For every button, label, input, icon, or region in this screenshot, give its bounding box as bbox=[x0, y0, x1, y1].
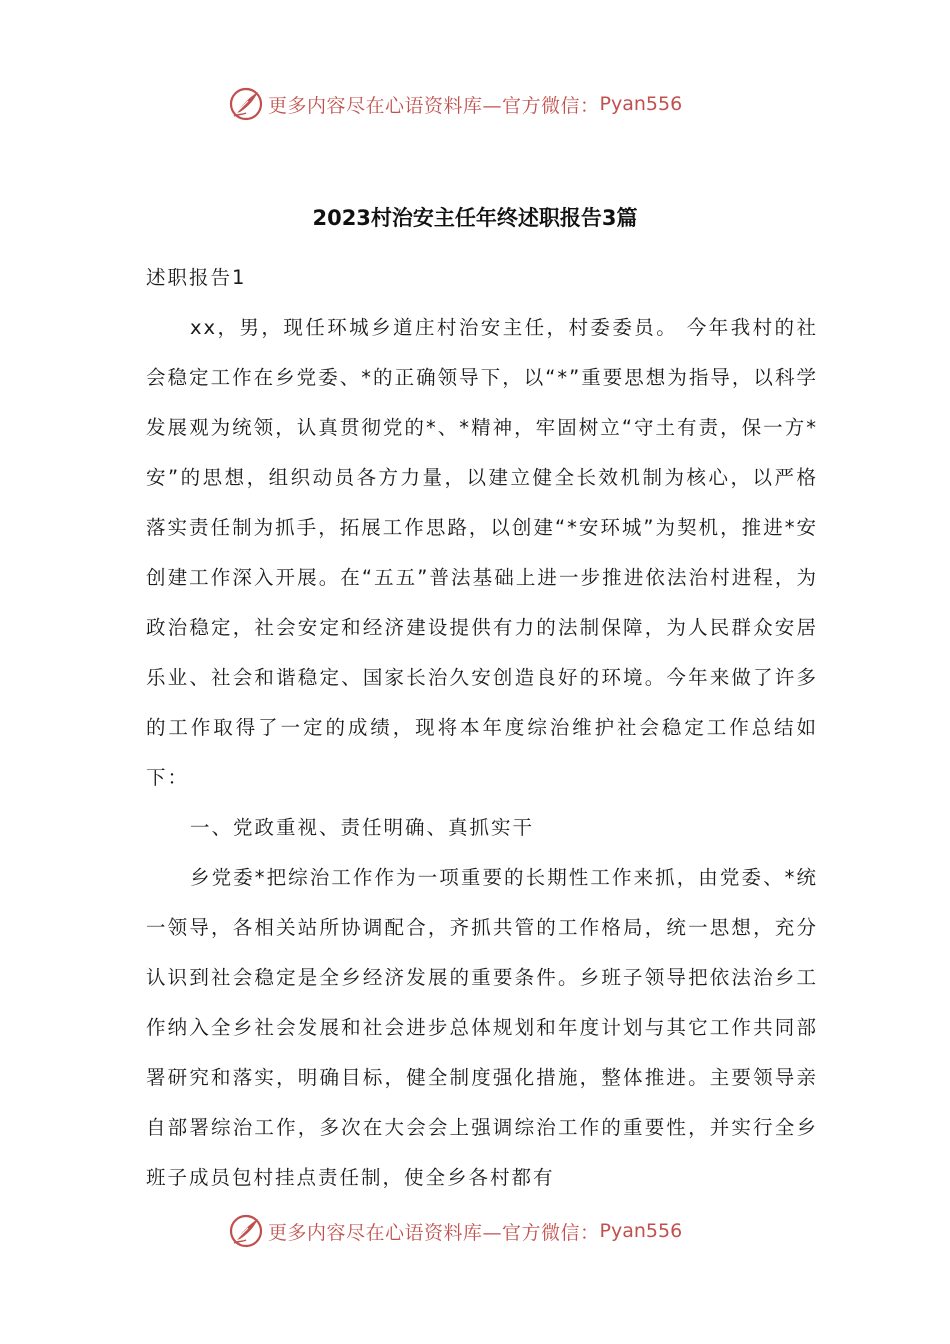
watermark-wechat-id: Pyan556 bbox=[599, 1220, 683, 1242]
section-label: 述职报告1 bbox=[146, 266, 247, 289]
watermark-footer bbox=[228, 1211, 682, 1251]
quill-logo-icon bbox=[228, 86, 264, 122]
paragraph: 乡党委*把综治工作作为一项重要的长期性工作来抓，由党委、*统一领导，各相关站所协调配合，齐抓共管的工作格局，统一思想，充分认识到社会稳定是全乡经济发展的重要条件。乡班子领导把依法治乡工作纳入全乡社会发展和社会进步总体规划和年度计划与其它工作共同部署研究和落实，明确目标，健全制度强化措施，整体推进。主要领导亲自部署综治工作，多次在大会会上强调综治工作的重要性，并实行全乡班子成员包村挂点责任制，使全乡各村都有 bbox=[146, 866, 818, 1189]
document-body bbox=[146, 253, 818, 1203]
watermark-header bbox=[228, 84, 682, 124]
watermark-text: 更多内容尽在心语资料库—官方微信： bbox=[268, 94, 600, 117]
document-title: 2023村治安主任年终述职报告3篇 bbox=[312, 206, 638, 230]
watermark-text: 更多内容尽在心语资料库—官方微信： bbox=[268, 1221, 600, 1244]
paragraph: xx，男，现任环城乡道庄村治安主任，村委委员。 今年我村的社会稳定工作在乡党委、*的正确领导下，以“*”重要思想为指导，以科学发展观为统领，认真贯彻党的*、*精神，牢固树立“守土有责，保一方*安”的思想，组织动员各方力量，以建立健全长效机制为核心，以严格落实责任制为抓手，拓展工作思路，以创建“*安环城”为契机，推进*安创建工作深入开展。在“五五”普法基础上进一步推进依法治村进程，为政治稳定，社会安定和经济建设提供有力的法制保障，为人民群众安居乐业、社会和谐稳定、国家长治久安创造良好的环境。今年来做了许多的工作取得了一定的成绩，现将本年度综治维护社会稳定工作总结如下： bbox=[146, 316, 818, 789]
watermark-wechat-id: Pyan556 bbox=[599, 93, 683, 115]
quill-logo-icon bbox=[228, 1213, 264, 1249]
section-heading: 一、党政重视、责任明确、真抓实干 bbox=[190, 816, 535, 839]
